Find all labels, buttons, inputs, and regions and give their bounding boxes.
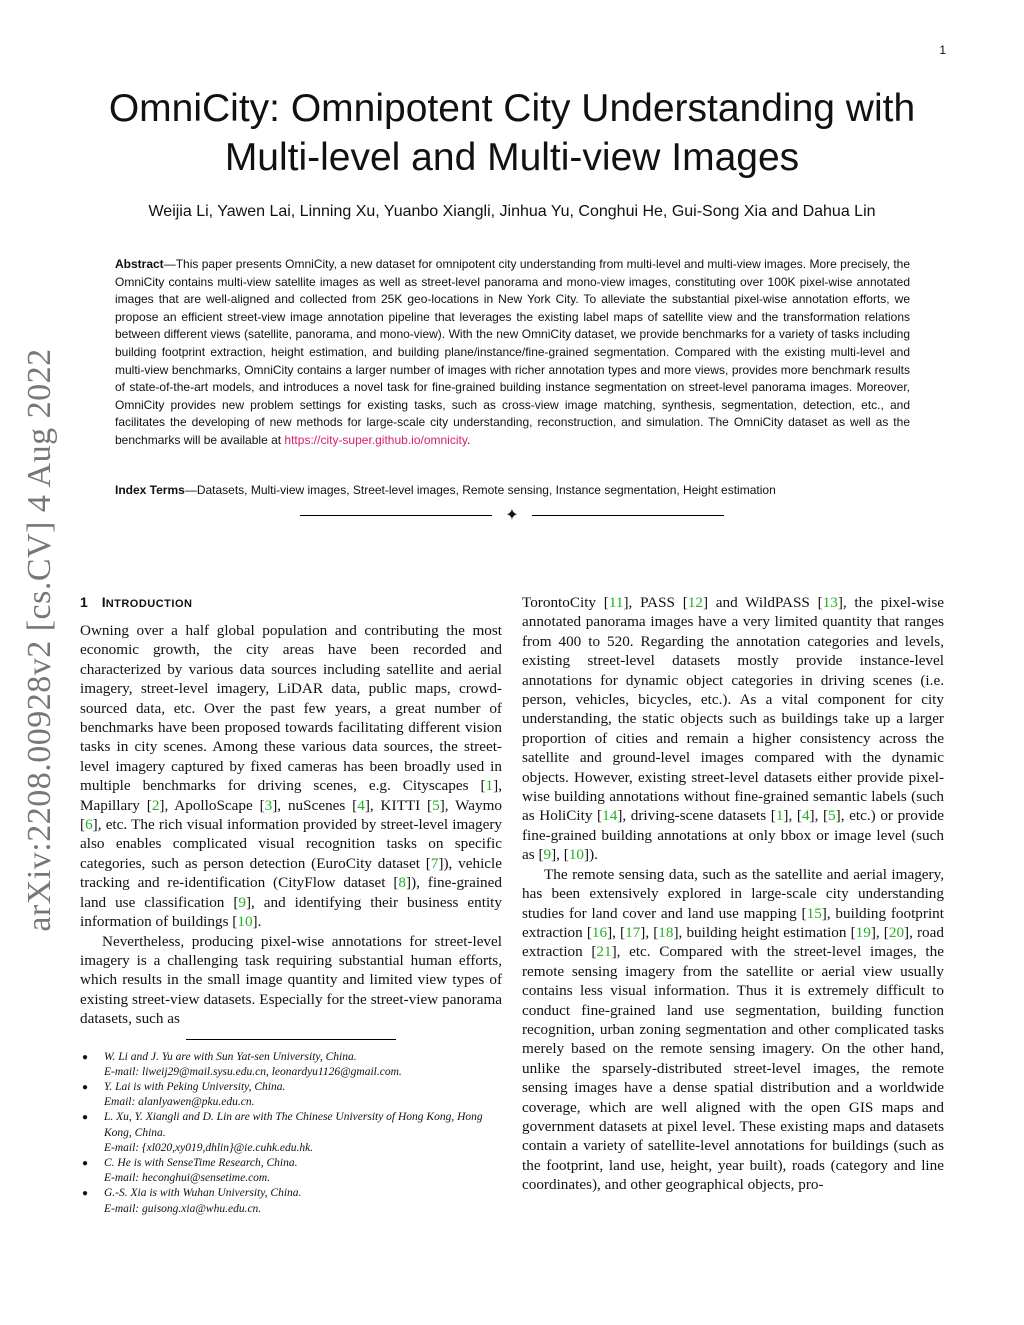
text-run: Owning over a half global population and contributing the most economic growth, the city areas have been recorded and characterized by various data sources including satellite and aerial imagery, street-level imagery, LiDAR data, public maps, crowd-sourced data, etc. Over the past few years, a great number of benchmarks have been proposed towards facilitating different vision tasks in city scenes. Among these various data sources, the street-level imagery captured by fixed cameras has been broadly used in multiple benchmarks for driving scenes, e.g. Cityscapes [: [80, 622, 502, 795]
text-run: ], [: [551, 846, 569, 864]
citation-link[interactable]: 16: [591, 923, 608, 941]
text-run: ], driving-scene datasets [: [617, 807, 776, 825]
citation-link[interactable]: 8: [398, 874, 407, 892]
citation-link[interactable]: 10: [568, 846, 585, 864]
text-run: ], etc.) or provide fine-grained building annotations at only bbox or image level (such as [: [522, 807, 944, 864]
footnote-email: E-mail: heconghui@sensetime.com.: [104, 1172, 271, 1185]
intro-paragraph-4: [522, 865, 944, 1195]
arxiv-sidebar: [10, 0, 70, 1325]
citation-link[interactable]: 3: [264, 796, 273, 814]
title-line-1: OmniCity: Omnipotent City Understanding with: [108, 87, 916, 130]
citation-link[interactable]: 11: [608, 594, 624, 611]
citation-link[interactable]: 6: [85, 816, 93, 834]
text-run: ], and identifying their business entity information of buildings [: [80, 893, 502, 931]
index-terms-label: Index Terms: [115, 483, 185, 497]
footnote-item: [80, 1050, 502, 1080]
text-run: ]).: [584, 846, 598, 864]
text-run: ], etc. Compared with the street-level images, the remote sensing imagery from the satellite or aerial view usually contains less visual information. Thus it is extremely difficult to conduct fine-grained land use segmentation, building function recognition, urban zoning segmentation and other complicated tasks merely based on the remote sensing imagery. On the other hand, unlike the sparsely-distributed street-level images, the remote sensing images have a dense spatial distribution and a worldwide coverage, which are well aligned with the open GIS maps and government datasets at pixel level. These existing maps and datasets contain a variety of satellite-level annotations for buildings (such as the footprint, land use, height, year built), roads (category and line coordinates), and other geographical objects, pro-: [522, 943, 944, 1194]
citation-link[interactable]: 4: [357, 796, 365, 814]
intro-paragraph-3: [522, 593, 944, 865]
citation-link[interactable]: 13: [822, 594, 838, 611]
footnote-email: E-mail: {xl020,xy019,dhlin}@ie.cuhk.edu.hk.: [104, 1141, 314, 1154]
text-run: ], [: [783, 807, 802, 825]
bullet-icon: ●: [82, 1112, 89, 1124]
text-run: ], building height estimation [: [673, 923, 856, 941]
text-run: ], [: [870, 923, 889, 941]
intro-paragraph-2: Nevertheless, producing pixel-wise annotations for street-level imagery is a challenging task requiring substantial human efforts, which results in the small image quantity and limited view types of existing street-view datasets. Especially for the street-view panorama datasets, such as: [80, 932, 502, 1028]
title-line-2: Multi-level and Multi-view Images: [224, 136, 800, 179]
footnote-item: [80, 1110, 502, 1156]
footnote-line: W. Li and J. Yu are with Sun Yat-sen University, China.: [104, 1050, 357, 1063]
section-separator: [300, 506, 724, 526]
footnote-email: Email: alanlyawen@pku.edu.cn.: [104, 1096, 255, 1109]
text-run: TorontoCity [: [522, 594, 609, 611]
citation-link[interactable]: 5: [432, 796, 440, 814]
abstract-label: Abstract: [115, 257, 164, 271]
footnote-rule: [186, 1039, 396, 1040]
bullet-icon: ●: [82, 1081, 89, 1093]
citation-link[interactable]: 12: [687, 594, 703, 611]
dataset-link[interactable]: https://city-super.github.io/omnicity: [284, 432, 467, 447]
text-run: ], road extraction [: [522, 923, 944, 961]
citation-link[interactable]: 2: [151, 796, 160, 814]
citation-link[interactable]: 9: [238, 893, 246, 911]
affiliation-footnotes: [80, 1050, 502, 1217]
citation-link[interactable]: 10: [237, 913, 253, 931]
text-run: ], nuScenes [: [272, 796, 358, 814]
intro-paragraph-1: [80, 621, 502, 932]
citation-link[interactable]: 15: [806, 904, 822, 922]
footnote-item: [80, 1156, 502, 1186]
index-terms: [115, 483, 910, 497]
text-run: The remote sensing data, such as the satellite and aerial imagery, has been extensively explored in large-scale city understanding studies for land cover and land use mapping [: [522, 865, 944, 922]
citation-link[interactable]: 7: [430, 854, 439, 872]
arxiv-identifier: arXiv:2208.00928v2 [cs.CV] 4 Aug 2022: [21, 348, 58, 932]
right-column: [522, 593, 944, 1195]
citation-link[interactable]: 14: [602, 807, 618, 825]
text-run: ], Mapillary [: [80, 777, 502, 814]
citation-link[interactable]: 20: [888, 923, 905, 941]
text-run: ], Waymo [: [80, 796, 502, 834]
abstract: [115, 256, 910, 450]
abstract-text: —This paper presents OmniCity, a new dataset for omnipotent city understanding from multi-level and multi-view images. More precisely, the OmniCity contains multi-view satellite images as well as street-level panorama and mono-view images, constituting over 100K pixel-wise annotated images that are well-aligned and collected from 25K geo-locations in New York City. To alleviate the substantial pixel-wise annotation efforts, we propose an efficient street-view image annotation pipeline that leverages the existing label maps of satellite view and the transformation relations between different views (satellite, panorama, and mono-view). With the new OmniCity dataset, we provide benchmarks for a variety of tasks including building footprint extraction, height estimation, and building plane/instance/fine-grained segmentation. Compared with the existing multi-level and multi-view benchmarks, OmniCity contains a larger number of images with richer annotation types and more views, provides more benchmark results of state-of-the-art models, and introduces a novel task for fine-grained building instance segmentation on street-level panorama images. Moreover, OmniCity provides new problem settings for existing tasks, such as cross-view image matching, synthesis, segmentation, detection, etc., and facilitates the developing of new methods for large-scale city understanding, reconstruction, and simulation. The OmniCity dataset as well as the benchmarks will be available at: [115, 257, 910, 447]
bullet-icon: ●: [82, 1157, 89, 1169]
text-run: ]), vehicle tracking and re-identification (CityFlow dataset [: [80, 854, 503, 892]
left-column: [80, 593, 502, 1217]
footnote-item: [80, 1080, 502, 1110]
text-run: ], [: [809, 807, 829, 825]
section-heading-introduction: [80, 593, 502, 613]
footnote-email: E-mail: guisong.xia@whu.edu.cn.: [104, 1202, 262, 1215]
text-run: ], the pixel-wise annotated panorama images have a very limited quantity that ranges from 400 to 520. Regarding the annotation categories and levels, existing street-level datasets mostly provide instance-level annotations for dynamic object categories in driving scenes (i.e. person, vehicles, bicycles, etc.). As a vital component for city understanding, the static objects such as buildings take up a larger proportion of cities and remain a higher consistency across the satellite and ground-level images compared with the dynamic objects. However, existing street-level datasets either provide pixel-wise building annotations without fine-grained semantic labels (such as HoliCity [: [522, 594, 944, 825]
text-run: ], KITTI [: [364, 796, 433, 814]
citation-link[interactable]: 19: [855, 923, 871, 941]
citation-link[interactable]: 9: [543, 846, 552, 864]
text-run: ]), fine-grained land use classification [: [80, 874, 502, 911]
citation-link[interactable]: 18: [658, 923, 674, 941]
text-run: ], building footprint extraction [: [522, 904, 944, 941]
citation-link[interactable]: 21: [596, 943, 612, 961]
separator-line-right: [532, 515, 724, 516]
separator-star-icon: ✦: [505, 505, 519, 524]
footnote-line: L. Xu, Y. Xiangli and D. Lin are with The Chinese University of Hong Kong, Hong Kong, China.: [104, 1111, 483, 1139]
text-run: ].: [252, 913, 262, 931]
text-run: ] and WildPASS [: [702, 594, 823, 611]
bullet-icon: ●: [82, 1051, 89, 1063]
section-title-rest: NTRODUCTION: [105, 598, 193, 610]
citation-link[interactable]: 1: [485, 777, 494, 795]
footnote-line: C. He is with SenseTime Research, China.: [104, 1156, 298, 1169]
paper-title: [0, 84, 1024, 182]
citation-link[interactable]: 4: [801, 807, 810, 825]
footnote-line: Y. Lai is with Peking University, China.: [104, 1080, 286, 1093]
index-terms-text: —Datasets, Multi-view images, Street-level images, Remote sensing, Instance segmentation, Height estimation: [184, 483, 776, 497]
footnote-email: E-mail: liweij29@mail.sysu.edu.cn, leonardyu1126@gmail.com.: [104, 1065, 402, 1078]
section-first-letter: I: [101, 594, 106, 610]
text-run: ], PASS [: [623, 594, 688, 611]
bullet-icon: ●: [82, 1188, 89, 1200]
text-run: ], [: [640, 923, 659, 941]
text-run: ], ApolloScape [: [159, 796, 265, 814]
page-number: 1: [939, 43, 946, 57]
citation-link[interactable]: 1: [775, 807, 784, 825]
text-run: ], [: [607, 923, 626, 941]
footnote-item: [80, 1186, 502, 1216]
section-number: 1: [80, 594, 88, 610]
citation-link[interactable]: 5: [828, 807, 836, 825]
separator-line-left: [300, 515, 492, 516]
text-run: ], etc. The rich visual information provided by street-level imagery also enables complicated visual recognition tasks on specific categories, such as person detection (EuroCity dataset [: [80, 816, 502, 872]
footnote-line: G.-S. Xia is with Wuhan University, China.: [104, 1187, 302, 1200]
citation-link[interactable]: 17: [625, 923, 641, 941]
abstract-end: .: [466, 432, 471, 447]
author-list: Weijia Li, Yawen Lai, Linning Xu, Yuanbo Xiangli, Jinhua Yu, Conghui He, Gui-Song Xia and Dahua Lin: [148, 203, 876, 220]
